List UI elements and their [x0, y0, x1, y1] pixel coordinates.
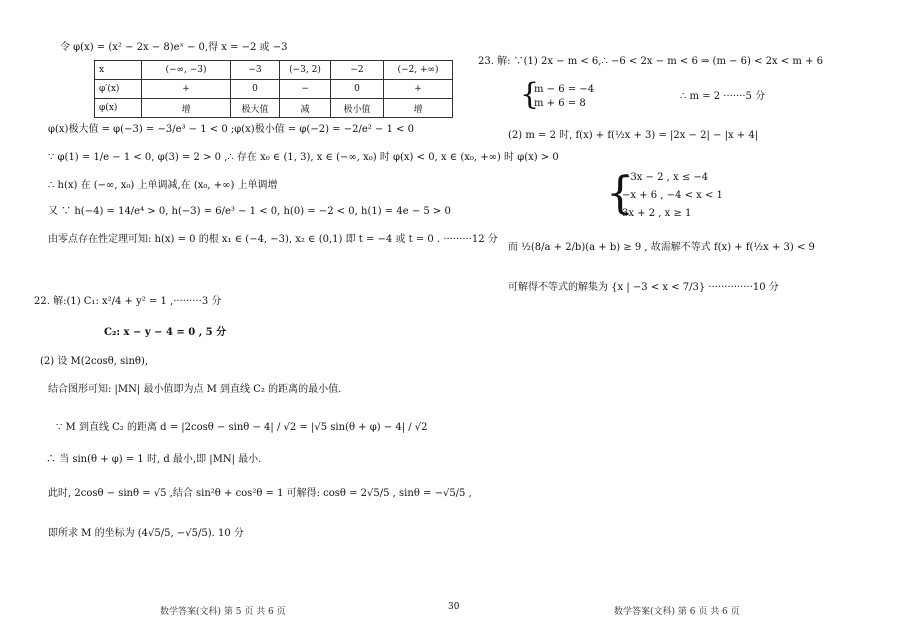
- q23-part2: (2) m = 2 时, f(x) + f(½x + 3) = |2x − 2| − |x + 4|: [508, 130, 759, 141]
- q22-part1: 22. 解:(1) C₁: x²/4 + y² = 1 ,·········3 分: [34, 296, 222, 307]
- table-cell: (−2, +∞): [384, 61, 453, 80]
- system-eq2: m + 6 = 8: [534, 98, 586, 109]
- existence-line: ∵ φ(1) = 1/e − 1 < 0, φ(3) = 2 > 0 ,∴ 存在 x₀ ∈ (1, 3), x ∈ (−∞, x₀) 时 φ(x) < 0, x ∈ (x₀, +∞) 时 φ(x) > 0: [48, 152, 559, 163]
- left-footer: 数学答案(文科) 第 5 页 共 6 页: [160, 607, 286, 617]
- q23-part1: 23. 解: ∵(1) 2x − m < 6,∴ −6 < 2x − m < 6 ⇒ (m − 6) < 2x < m + 6: [478, 56, 823, 67]
- system-eq1: m − 6 = −4: [534, 84, 595, 95]
- q23-solution-set: 可解得不等式的解集为 {x | −3 < x < 7/3} ··············10 分: [508, 282, 779, 293]
- table-cell: 极大值: [231, 99, 280, 118]
- q22-minimum: ∴ 当 sin(θ + φ) = 1 时, d 最小,即 |MN| 最小.: [46, 454, 262, 465]
- page-marker: 30: [448, 602, 460, 612]
- q23-inequality: 而 ½(8/a + 2/b)(a + b) ≥ 9 , 故需解不等式 f(x) + f(½x + 3) < 9: [508, 242, 815, 253]
- table-cell: 增: [142, 99, 231, 118]
- table-cell: (−3, 2): [280, 61, 331, 80]
- table-cell: +: [142, 80, 231, 99]
- q22-part2: (2) 设 M(2cosθ, sinθ),: [40, 356, 149, 367]
- q22-distance: ∵ M 到直线 C₂ 的距离 d = |2cosθ − sinθ − 4| / √2 = |√5 sin(θ + φ) − 4| / √2: [56, 422, 428, 433]
- table-cell: +: [384, 80, 453, 99]
- table-cell: 0: [231, 80, 280, 99]
- table-cell: 0: [331, 80, 384, 99]
- table-cell: −2: [331, 61, 384, 80]
- q22-figure-note: 结合图形可知: |MN| 最小值即为点 M 到直线 C₂ 的距离的最小值.: [48, 384, 342, 395]
- right-footer: 数学答案(文科) 第 6 页 共 6 页: [614, 607, 740, 617]
- intro-line: 令 φ(x) = (x² − 2x − 8)eˣ − 0,得 x = −2 或 −3: [60, 42, 288, 53]
- q22-c2: C₂: x − y − 4 = 0 , 5 分: [104, 327, 227, 338]
- table-cell: 极小值: [331, 99, 384, 118]
- table-cell: −3: [231, 61, 280, 80]
- table-cell: 减: [280, 99, 331, 118]
- conclusion-line: 由零点存在性定理可知: h(x) = 0 的根 x₁ ∈ (−4, −3), x₂ ∈ (0,1) 即 t = −4 或 t = 0 . ·········12 分: [48, 234, 498, 245]
- monotonic-line: ∴ h(x) 在 (−∞, x₀) 上单调减,在 (x₀, +∞) 上单调增: [48, 180, 278, 191]
- extremum-line: φ(x)极大值 = φ(−3) = −3/e³ − 1 < 0 ;φ(x)极小值 = φ(−2) = −2/e² − 1 < 0: [48, 124, 414, 135]
- table-row: [95, 99, 453, 118]
- values-line: 又 ∵ h(−4) = 14/e⁴ > 0, h(−3) = 6/e³ − 1 < 0, h(0) = −2 < 0, h(1) = 4e − 5 > 0: [48, 206, 451, 217]
- table-cell: x: [95, 61, 142, 80]
- table-cell: (−∞, −3): [142, 61, 231, 80]
- table-cell: φ(x): [95, 99, 142, 118]
- sign-table: [94, 60, 453, 118]
- piecewise-1: −3x − 2 , x ≤ −4: [622, 172, 709, 183]
- table-cell: −: [280, 80, 331, 99]
- system-brace: {: [520, 77, 540, 112]
- piecewise-2: −x + 6 , −4 < x < 1: [622, 190, 723, 201]
- q22-answer: 即所求 M 的坐标为 (4√5/5, −√5/5). 10 分: [48, 528, 244, 539]
- table-cell: φ′(x): [95, 80, 142, 99]
- piecewise-brace: {: [606, 168, 634, 219]
- q22-solve: 此时, 2cosθ − sinθ = √5 ,结合 sin²θ + cos²θ = 1 可解得: cosθ = 2√5/5 , sinθ = −√5/5 ,: [48, 488, 472, 499]
- table-row: [95, 61, 453, 80]
- q23-m-value: ∴ m = 2 ·······5 分: [680, 91, 766, 102]
- table-row: [95, 80, 453, 99]
- table-cell: 增: [384, 99, 453, 118]
- piecewise-3: 3x + 2 , x ≥ 1: [622, 208, 692, 219]
